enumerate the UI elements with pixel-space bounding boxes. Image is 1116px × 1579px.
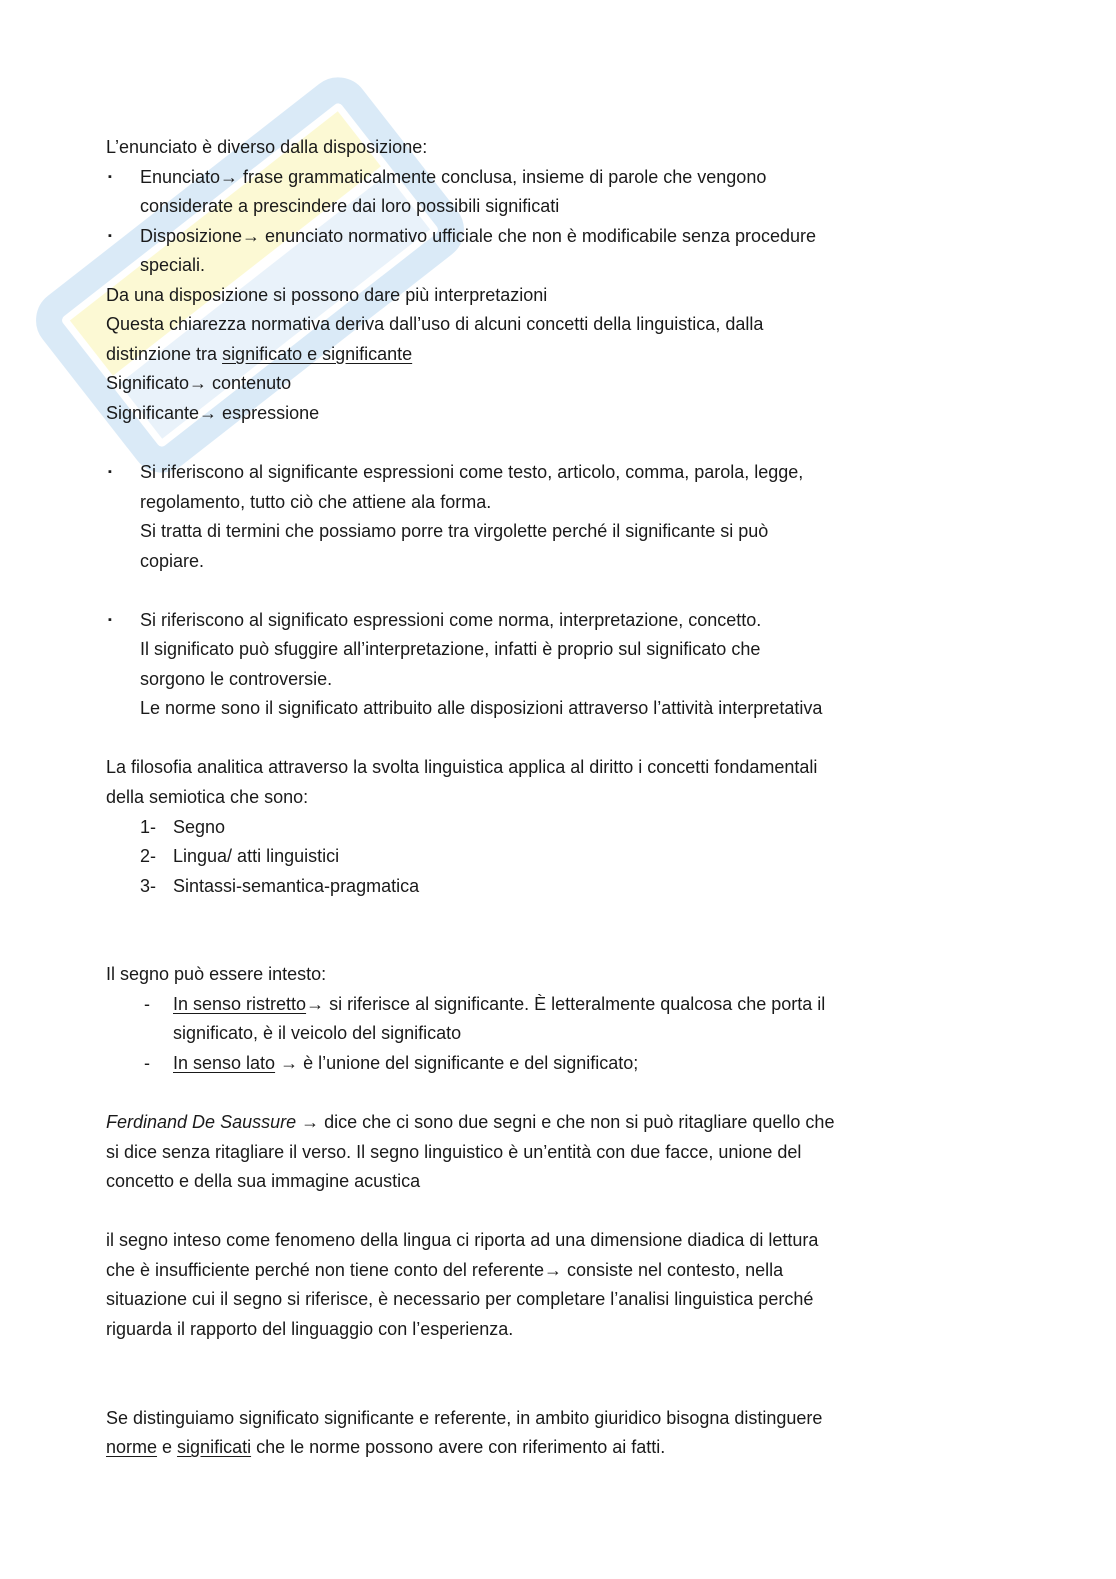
list-item (106, 842, 1066, 872)
list-item-continuation (106, 1019, 1066, 1049)
text-segment: significato, è il veicolo del significato (173, 1023, 462, 1044)
list-item (106, 163, 1066, 193)
text-segment: La filosofia analitica attraverso la svolta linguistica applica al diritto i concetti fondamentali (106, 757, 818, 778)
bullet-marker: ▪ (108, 170, 112, 183)
paragraph-line (106, 310, 1066, 340)
text-segment: della semiotica che sono: (106, 787, 309, 808)
list-item-continuation (106, 665, 1066, 695)
paragraph-line (106, 340, 1066, 370)
text-segment: Enunciato→ frase grammaticalmente conclusa, insieme di parole che vengono (140, 166, 767, 187)
text-segment: Il segno può essere intesto: (106, 964, 327, 985)
number-marker: 1- (140, 816, 157, 837)
list-item (106, 222, 1066, 252)
text-segment: Si tratta di termini che possiamo porre tra virgolette perché il significante si può (140, 521, 769, 542)
dash-marker: - (144, 1052, 150, 1073)
list-item (106, 813, 1066, 843)
list-item (106, 606, 1066, 636)
italic-text: Ferdinand De Saussure (106, 1112, 297, 1133)
paragraph-line (106, 133, 1066, 163)
document-body (106, 133, 1066, 1463)
text-segment: copiare. (140, 550, 205, 571)
text-segment: che è insufficiente perché non tiene conto del referente→ consiste nel contesto, nella (106, 1259, 784, 1280)
blank-line (106, 1197, 1066, 1227)
text-segment: Sintassi-semantica-pragmatica (173, 875, 420, 896)
paragraph-line (106, 1433, 1066, 1463)
paragraph-line (106, 1138, 1066, 1168)
bullet-marker: ▪ (108, 466, 112, 479)
text-segment: Si riferiscono al significato espressioni come norma, interpretazione, concetto. (140, 609, 762, 630)
blank-line (106, 901, 1066, 931)
blank-line (106, 724, 1066, 754)
bullet-marker: ▪ (108, 229, 112, 242)
underlined-text: In senso lato (173, 1052, 276, 1073)
text-segment: speciali. (140, 255, 206, 276)
text-segment: che le norme possono avere con riferimento ai fatti. (251, 1437, 666, 1458)
list-item (106, 990, 1066, 1020)
text-segment: il segno inteso come fenomeno della lingua ci riporta ad una dimensione diadica di lettura (106, 1230, 819, 1251)
text-segment: regolamento, tutto ciò che attiene ala forma. (140, 491, 492, 512)
text-segment: concetto e della sua immagine acustica (106, 1171, 421, 1192)
paragraph-line (106, 783, 1066, 813)
text-segment: Questa chiarezza normativa deriva dall’uso di alcuni concetti della linguistica, dalla (106, 314, 764, 335)
text-segment: situazione cui il segno si riferisce, è necessario per completare l’analisi linguistica perché (106, 1289, 814, 1310)
list-item-continuation (106, 488, 1066, 518)
paragraph-line (106, 753, 1066, 783)
paragraph-line (106, 1404, 1066, 1434)
text-segment: distinzione tra (106, 343, 223, 364)
paragraph-line (106, 1256, 1066, 1286)
paragraph-line (106, 399, 1066, 429)
list-item-continuation (106, 635, 1066, 665)
blank-line (106, 1374, 1066, 1404)
underlined-text: significati (177, 1437, 252, 1458)
list-item-continuation (106, 251, 1066, 281)
blank-line (106, 1079, 1066, 1109)
text-segment: L’enunciato è diverso dalla disposizione: (106, 137, 428, 157)
paragraph-line (106, 1108, 1066, 1138)
paragraph-line (106, 1315, 1066, 1345)
number-marker: 3- (140, 875, 157, 896)
paragraph-line (106, 1285, 1066, 1315)
text-segment: Se distinguiamo significato significante e referente, in ambito giuridico bisogna distinguere (106, 1407, 823, 1428)
text-segment: → si riferisce al significante. È letteralmente qualcosa che porta il (306, 993, 826, 1014)
text-segment: considerate a prescindere dai loro possibili significati (140, 196, 560, 217)
text-segment: → dice che ci sono due segni e che non si può ritagliare quello che (296, 1112, 835, 1133)
text-segment: Lingua/ atti linguistici (173, 846, 340, 867)
text-segment: Da una disposizione si possono dare più interpretazioni (106, 284, 548, 305)
paragraph-line (106, 369, 1066, 399)
blank-line (106, 1344, 1066, 1374)
underlined-text: significato e significante (222, 343, 413, 364)
bullet-marker: ▪ (108, 613, 112, 626)
text-segment: Il significato può sfuggire all’interpretazione, infatti è proprio sul significato che (140, 639, 761, 660)
list-item (106, 1049, 1066, 1079)
text-segment: e (157, 1437, 178, 1458)
paragraph-line (106, 281, 1066, 311)
list-item (106, 458, 1066, 488)
text-segment: Le norme sono il significato attribuito alle disposizioni attraverso l’attività interpretativa (140, 698, 823, 719)
list-item-continuation (106, 547, 1066, 577)
blank-line (106, 931, 1066, 961)
underlined-text: In senso ristretto (173, 993, 307, 1014)
blank-line (106, 576, 1066, 606)
text-segment: Si riferiscono al significante espressioni come testo, articolo, comma, parola, legge, (140, 462, 804, 483)
paragraph-line (106, 960, 1066, 990)
list-item (106, 872, 1066, 902)
text-segment: Disposizione→ enunciato normativo ufficiale che non è modificabile senza procedure (140, 225, 817, 246)
text-segment: Significante→ espressione (106, 402, 320, 423)
list-item-continuation (106, 694, 1066, 724)
number-marker: 2- (140, 846, 157, 867)
underlined-text: norme (106, 1437, 158, 1458)
text-segment: si dice senza ritagliare il verso. Il segno linguistico è un’entità con due facce, unione del (106, 1141, 802, 1162)
paragraph-line (106, 1226, 1066, 1256)
text-segment: sorgono le controversie. (140, 668, 333, 689)
list-item-continuation (106, 517, 1066, 547)
text-segment: Segno (173, 816, 226, 837)
text-segment: riguarda il rapporto del linguaggio con l’esperienza. (106, 1318, 514, 1339)
text-segment: → è l’unione del significante e del significato; (275, 1052, 639, 1073)
blank-line (106, 428, 1066, 458)
dash-marker: - (144, 993, 150, 1014)
paragraph-line (106, 1167, 1066, 1197)
list-item-continuation (106, 192, 1066, 222)
text-segment: Significato→ contenuto (106, 373, 292, 394)
